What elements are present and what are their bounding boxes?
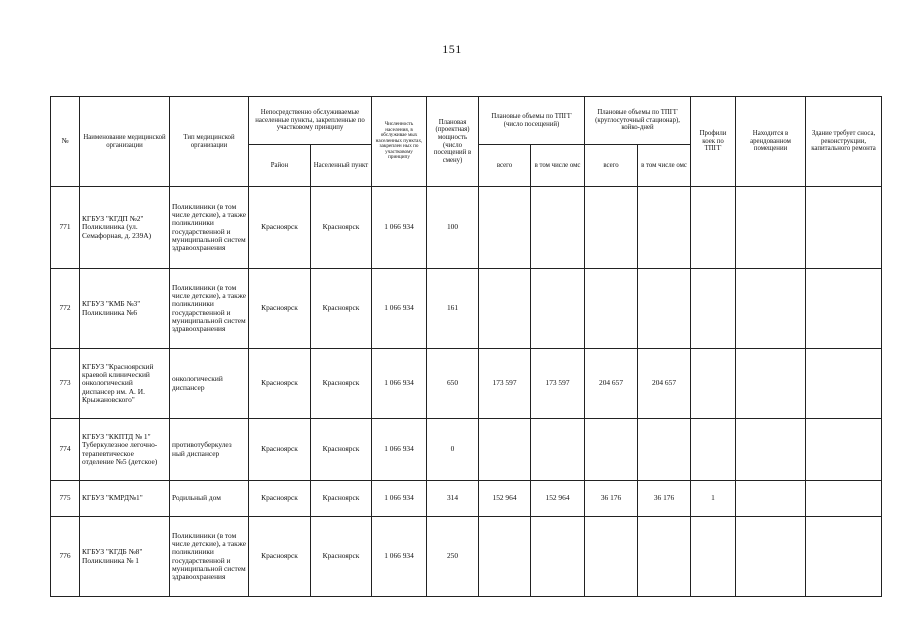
population: 1 066 934 bbox=[372, 517, 427, 597]
population: 1 066 934 bbox=[372, 269, 427, 349]
row-num: 771 bbox=[51, 187, 80, 269]
beds-total bbox=[585, 269, 638, 349]
page-number: 151 bbox=[442, 42, 462, 56]
repair bbox=[806, 517, 882, 597]
org-name: КГБУЗ "КГДП №2" Поликлиника (ул. Семафорная, д. 239А) bbox=[80, 187, 170, 269]
profiles bbox=[691, 349, 736, 419]
rented bbox=[736, 269, 806, 349]
org-type: противотуберкулез ный диспансер bbox=[170, 419, 249, 481]
repair bbox=[806, 349, 882, 419]
beds-oms bbox=[638, 269, 691, 349]
locality: Красноярск bbox=[311, 517, 372, 597]
profiles: 1 bbox=[691, 481, 736, 517]
medical-organizations-table bbox=[50, 96, 882, 597]
header-beds-total: всего bbox=[585, 145, 638, 187]
org-type: Родильный дом bbox=[170, 481, 249, 517]
org-name: КГБУЗ "КМБ №3" Поликлиника №6 bbox=[80, 269, 170, 349]
visits-total bbox=[479, 517, 531, 597]
capacity: 161 bbox=[427, 269, 479, 349]
profiles bbox=[691, 269, 736, 349]
beds-oms bbox=[638, 187, 691, 269]
repair bbox=[806, 419, 882, 481]
header-visits-total: всего bbox=[479, 145, 531, 187]
district: Красноярск bbox=[249, 269, 311, 349]
org-name: КГБУЗ "КМРД№1" bbox=[80, 481, 170, 517]
org-type: Поликлиники (в том числе детские), а также поликлиники государственной и муниципальной систем здравоохранения bbox=[170, 269, 249, 349]
locality: Красноярск bbox=[311, 187, 372, 269]
capacity: 650 bbox=[427, 349, 479, 419]
population: 1 066 934 bbox=[372, 481, 427, 517]
table-row bbox=[51, 269, 882, 349]
locality: Красноярск bbox=[311, 349, 372, 419]
header-type: Тип медицинской организации bbox=[170, 97, 249, 187]
district: Красноярск bbox=[249, 419, 311, 481]
capacity: 250 bbox=[427, 517, 479, 597]
capacity: 100 bbox=[427, 187, 479, 269]
visits-oms: 152 964 bbox=[531, 481, 585, 517]
district: Красноярск bbox=[249, 481, 311, 517]
row-num: 776 bbox=[51, 517, 80, 597]
table-row bbox=[51, 349, 882, 419]
district: Красноярск bbox=[249, 349, 311, 419]
visits-total bbox=[479, 419, 531, 481]
header-beds-oms: в том числе омс bbox=[638, 145, 691, 187]
header-direct: Непосредственно обслуживаемые населенные пункты, закрепленные по участковому принципу bbox=[249, 97, 372, 145]
profiles bbox=[691, 517, 736, 597]
org-type: онкологический диспансер bbox=[170, 349, 249, 419]
profiles bbox=[691, 187, 736, 269]
visits-oms bbox=[531, 517, 585, 597]
rented bbox=[736, 187, 806, 269]
row-num: 774 bbox=[51, 419, 80, 481]
org-type: Поликлиники (в том числе детские), а также поликлиники государственной и муниципальной систем здравоохранения bbox=[170, 187, 249, 269]
header-population: Численность населения, в обслуживае мых населенных пунктах, закреплен ных по участковому принципу bbox=[372, 97, 427, 187]
beds-oms: 204 657 bbox=[638, 349, 691, 419]
visits-oms bbox=[531, 419, 585, 481]
visits-oms bbox=[531, 269, 585, 349]
header-capacity: Плановая (проектная) мощность (число посещений в смену) bbox=[427, 97, 479, 187]
district: Красноярск bbox=[249, 517, 311, 597]
header-profiles: Профили коек по ТПГГ bbox=[691, 97, 736, 187]
repair bbox=[806, 269, 882, 349]
row-num: 775 bbox=[51, 481, 80, 517]
visits-total: 173 597 bbox=[479, 349, 531, 419]
org-name: КГБУЗ "КГДБ №8" Поликлиника № 1 bbox=[80, 517, 170, 597]
population: 1 066 934 bbox=[372, 349, 427, 419]
row-num: 772 bbox=[51, 269, 80, 349]
org-type: Поликлиники (в том числе детские), а также поликлиники государственной и муниципальной систем здравоохранения bbox=[170, 517, 249, 597]
row-num: 773 bbox=[51, 349, 80, 419]
org-name: КГБУЗ "ККПТД № 1" Туберкулезное легочно-терапевтическое отделение №5 (детское) bbox=[80, 419, 170, 481]
visits-total bbox=[479, 187, 531, 269]
district: Красноярск bbox=[249, 187, 311, 269]
beds-oms bbox=[638, 419, 691, 481]
header-district: Район bbox=[249, 145, 311, 187]
beds-total bbox=[585, 517, 638, 597]
population: 1 066 934 bbox=[372, 187, 427, 269]
beds-oms: 36 176 bbox=[638, 481, 691, 517]
rented bbox=[736, 481, 806, 517]
repair bbox=[806, 481, 882, 517]
header-visits-oms: в том числе омс bbox=[531, 145, 585, 187]
beds-total: 204 657 bbox=[585, 349, 638, 419]
beds-total bbox=[585, 419, 638, 481]
header-visits: Плановые объемы по ТПГГ (число посещений) bbox=[479, 97, 585, 145]
header-repair: Здание требует сноса, реконструкции, капитального ремонта bbox=[806, 97, 882, 187]
org-name: КГБУЗ "Красноярский краевой клинический онкологический диспансер им. А. И. Крыжановского" bbox=[80, 349, 170, 419]
table-row bbox=[51, 187, 882, 269]
locality: Красноярск bbox=[311, 269, 372, 349]
table-row bbox=[51, 517, 882, 597]
beds-total: 36 176 bbox=[585, 481, 638, 517]
header-name: Наименование медицинской организации bbox=[80, 97, 170, 187]
profiles bbox=[691, 419, 736, 481]
visits-total bbox=[479, 269, 531, 349]
header-beds: Плановые объемы по ТПГГ (круглосуточный стационар), койко-дней bbox=[585, 97, 691, 145]
header-locality: Населенный пункт bbox=[311, 145, 372, 187]
header-rented: Находится в арендованном помещении bbox=[736, 97, 806, 187]
capacity: 0 bbox=[427, 419, 479, 481]
repair bbox=[806, 187, 882, 269]
header-num: № bbox=[51, 97, 80, 187]
locality: Красноярск bbox=[311, 419, 372, 481]
rented bbox=[736, 419, 806, 481]
visits-oms: 173 597 bbox=[531, 349, 585, 419]
rented bbox=[736, 517, 806, 597]
locality: Красноярск bbox=[311, 481, 372, 517]
capacity: 314 bbox=[427, 481, 479, 517]
beds-oms bbox=[638, 517, 691, 597]
table-row bbox=[51, 481, 882, 517]
visits-total: 152 964 bbox=[479, 481, 531, 517]
population: 1 066 934 bbox=[372, 419, 427, 481]
visits-oms bbox=[531, 187, 585, 269]
table-row bbox=[51, 419, 882, 481]
beds-total bbox=[585, 187, 638, 269]
rented bbox=[736, 349, 806, 419]
